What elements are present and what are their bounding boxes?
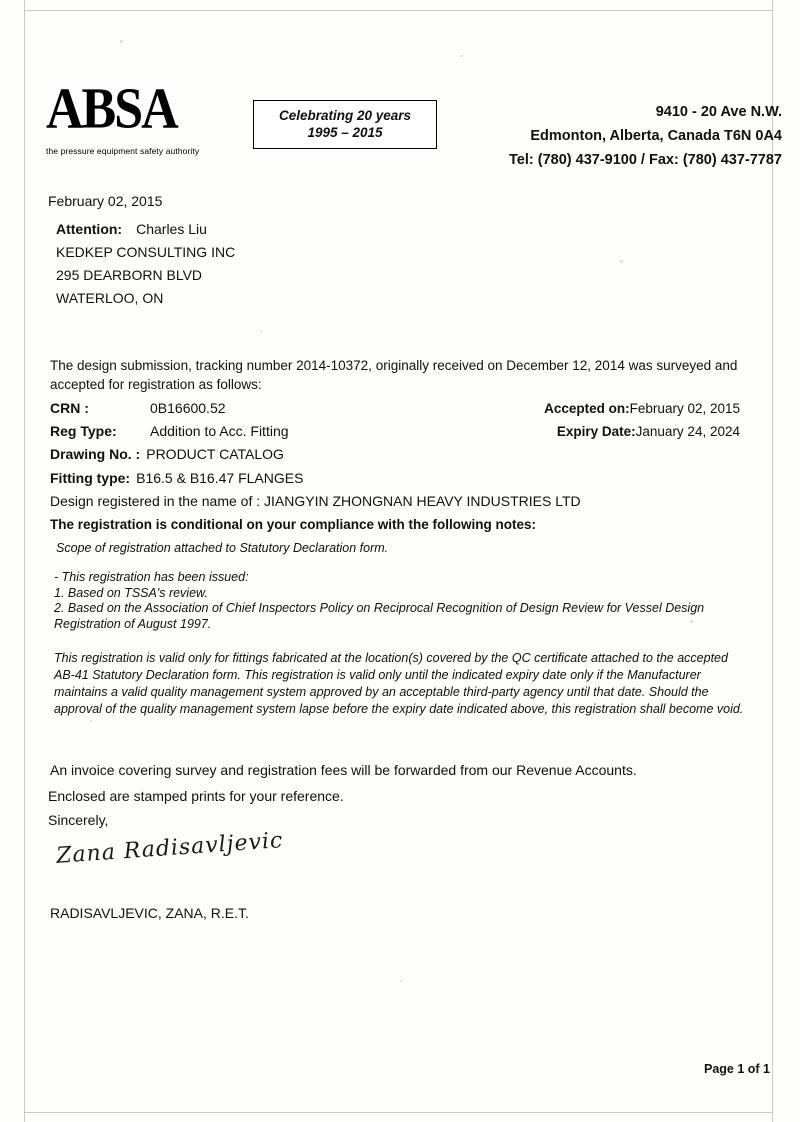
registered-in-name-of: Design registered in the name of : JIANGYIN ZHONGNAN HEAVY INDUSTRIES LTD — [50, 493, 581, 509]
address-line-3: Tel: (780) 437-9100 / Fax: (780) 437-7787 — [509, 152, 782, 168]
field-fitting-type-value: B16.5 & B16.47 FLANGES — [136, 470, 304, 486]
conditional-heading: The registration is conditional on your compliance with the following notes: — [50, 517, 537, 532]
anniversary-line-1: Celebrating 20 years — [278, 108, 412, 123]
notes-heading: - This registration has been issued: — [54, 570, 249, 584]
field-accepted-on-value: February 02, 2015 — [629, 401, 740, 416]
field-fitting-type-label: Fitting type: — [50, 470, 131, 486]
scan-speckle — [620, 260, 623, 263]
scan-edge-bottom — [24, 1112, 773, 1113]
scope-line: Scope of registration attached to Statutory Declaration form. — [56, 541, 389, 555]
validity-paragraph: This registration is valid only for fittings fabricated at the location(s) covered by the QC certificate attached to the accepted AB-41 Statutory Declaration form. This registration is valid only until the indicated expiry date only if the Manufacturer maintains a valid quality management system approved by an acceptable third-party agency until that date. Should the approval of the quality management system lapse before the expiry date indicated above, this registration shall become void. — [54, 651, 744, 716]
invoice-line: An invoice covering survey and registration fees will be forwarded from our Revenue Accounts. — [50, 762, 637, 778]
field-expiry-date-label: Expiry Date: — [556, 424, 636, 439]
scan-speckle — [260, 330, 262, 332]
field-drawing-no-label: Drawing No. : — [50, 446, 141, 462]
recipient-city: WATERLOO, ON — [56, 290, 164, 306]
notes-item-1: 1. Based on TSSA's review. — [54, 585, 208, 600]
scan-speckle — [400, 980, 402, 982]
recipient-company: KEDKEP CONSULTING INC — [56, 244, 236, 260]
enclosed-line: Enclosed are stamped prints for your reference. — [48, 788, 344, 804]
field-reg-type-label: Reg Type: — [50, 423, 117, 439]
scan-speckle — [120, 40, 123, 43]
signer-name: RADISAVLJEVIC, ZANA, R.E.T. — [50, 905, 249, 921]
field-drawing-no — [50, 446, 284, 462]
field-accepted-on — [544, 401, 740, 416]
address-line-1: 9410 - 20 Ave N.W. — [655, 104, 782, 120]
intro-paragraph: The design submission, tracking number 2014-10372, originally received on December 12, 2014 was surveyed and accepted for registration as follows: — [50, 358, 738, 392]
attention-name: Charles Liu — [136, 221, 207, 237]
field-reg-type-value: Addition to Acc. Fitting — [150, 423, 289, 439]
field-reg-type — [50, 423, 289, 439]
recipient-street: 295 DEARBORN BLVD — [56, 267, 203, 283]
anniversary-line-2: 1995 – 2015 — [307, 125, 383, 140]
recipient-block — [56, 218, 235, 310]
anniversary-box — [253, 100, 437, 149]
field-expiry-date — [557, 424, 740, 439]
notes-item-2: 2. Based on the Association of Chief Inspectors Policy on Reciprocal Recognition of Design Review for Vessel Design Registration of August 1997. — [54, 601, 705, 631]
field-expiry-date-value: January 24, 2024 — [635, 424, 740, 439]
address-line-2: Edmonton, Alberta, Canada T6N 0A4 — [530, 128, 782, 144]
absa-logo — [46, 78, 236, 156]
letterhead-address — [509, 100, 782, 172]
handwritten-signature: Zana Radisavljevic — [55, 828, 285, 869]
scan-speckle — [90, 720, 92, 722]
field-drawing-no-value: PRODUCT CATALOG — [146, 446, 284, 462]
closing-line: Sincerely, — [48, 812, 109, 828]
field-crn-label: CRN : — [50, 400, 89, 416]
notes-block — [54, 570, 744, 632]
field-fitting-type — [50, 470, 303, 486]
scan-speckle — [460, 55, 463, 57]
scan-edge-top — [24, 10, 773, 11]
absa-logo-text: ABSA — [46, 76, 177, 141]
letter-date: February 02, 2015 — [48, 193, 163, 209]
attention-label: Attention: — [56, 221, 123, 237]
field-accepted-on-label: Accepted on: — [544, 401, 630, 416]
field-crn — [50, 400, 226, 416]
field-crn-value: 0B16600.52 — [150, 400, 226, 416]
scan-edge-left — [24, 0, 25, 1122]
absa-logo-tagline: the pressure equipment safety authority — [46, 146, 200, 156]
page-number: Page 1 of 1 — [704, 1062, 770, 1076]
